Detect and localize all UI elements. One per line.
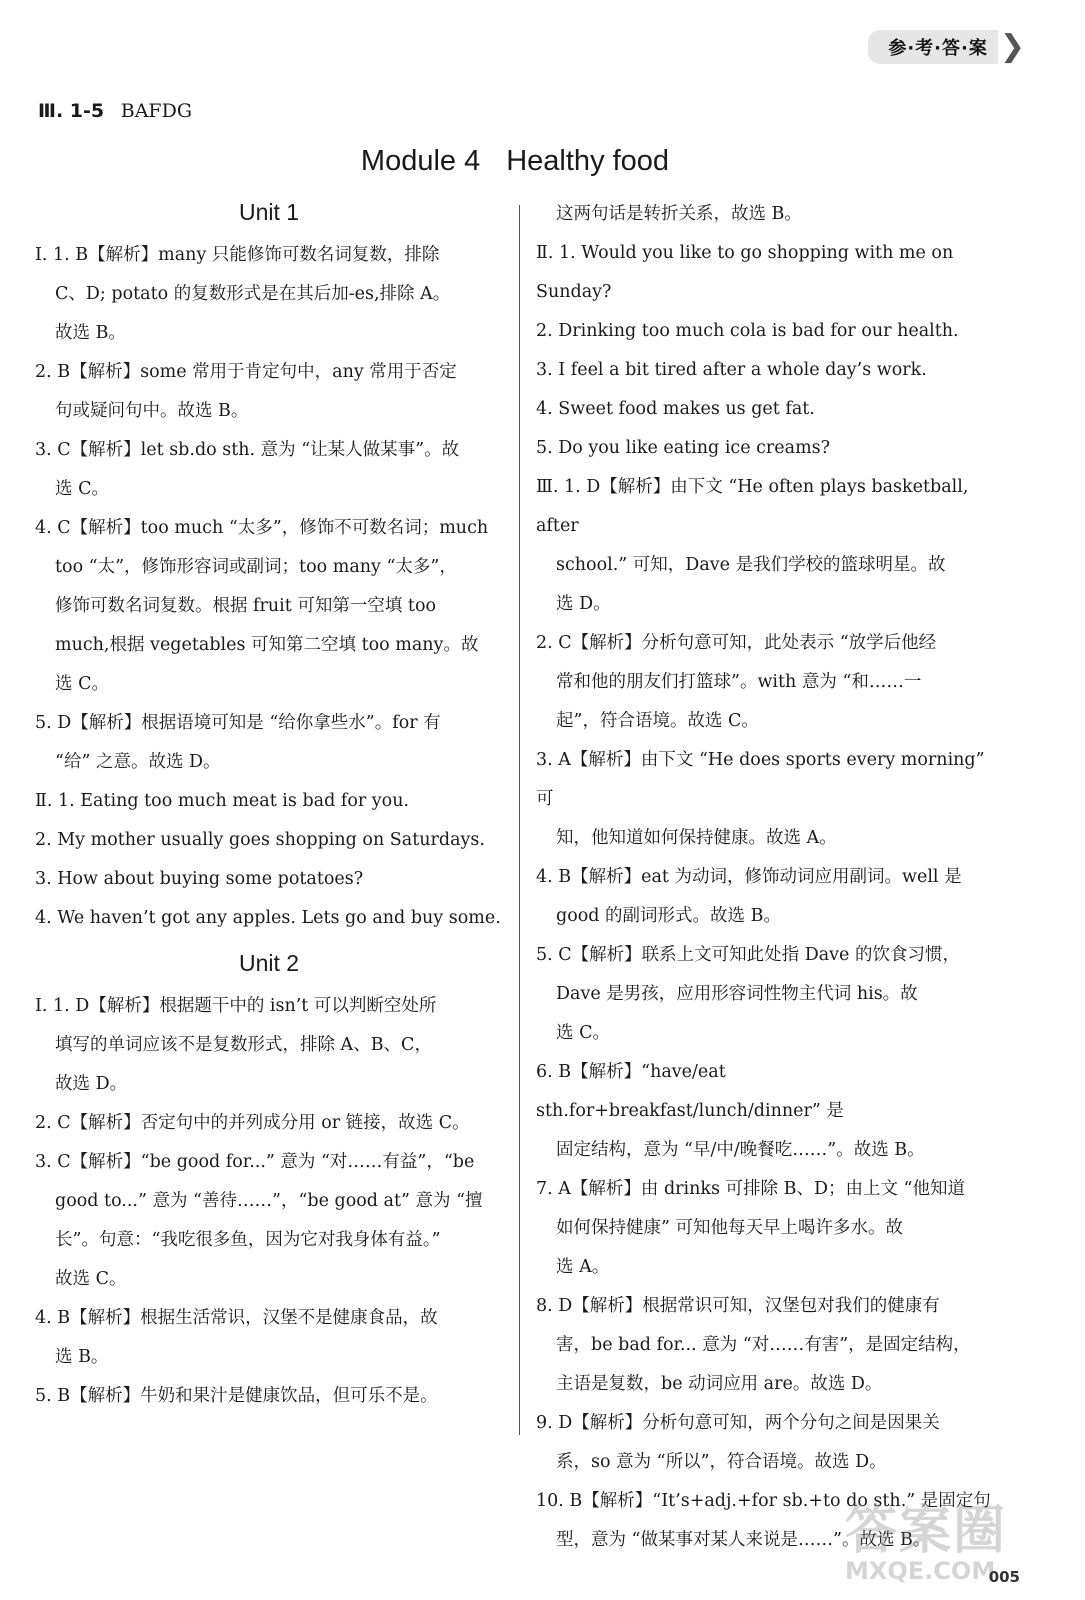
chevron-right-icon: ❯: [999, 29, 1025, 64]
answer-line: 如何保持健康” 可知他每天早上喝许多水。故: [556, 1218, 904, 1238]
answer-line: 3. A【解析】由下文 “He does sports every morning” 可: [536, 750, 985, 809]
answer-line: 长”。句意：“我吃很多鱼，因为它对我身体有益。”: [55, 1230, 441, 1250]
answer-line: 主语是复数，be 动词应用 are。故选 D。: [556, 1374, 883, 1394]
answer-line: 句或疑问句中。故选 B。: [55, 401, 249, 421]
unit1-title: Unit 1: [238, 199, 300, 225]
answer-line: Ⅱ. 1. Would you like to go shopping with me on Sunday?: [536, 243, 954, 302]
answer-line: 知，他知道如何保持健康。故选 A。: [556, 828, 837, 848]
answer-line: 4. We haven’t got any apples. Lets go and buy some.: [35, 908, 501, 928]
unit1-answers: [35, 236, 503, 938]
answer-line: 选 A。: [556, 1257, 610, 1277]
answer-line: 4. B【解析】eat 为动词，修饰动词应用副词。well 是: [536, 867, 962, 887]
answer-line: 5. B【解析】牛奶和果汁是健康饮品，但可乐不是。: [35, 1386, 438, 1406]
answer-line: 2. C【解析】分析句意可知，此处表示 “放学后他经: [536, 633, 937, 653]
answer-line: 4. B【解析】根据生活常识，汉堡不是健康食品，故: [35, 1308, 438, 1328]
answer-line: good to...” 意为 “善待……”，“be good at” 意为 “擅: [55, 1191, 483, 1211]
left-column: [35, 195, 503, 1416]
answer-line: 固定结构，意为 “早/中/晚餐吃……”。故选 B。: [556, 1140, 925, 1160]
answer-line: Dave 是男孩，应用形容词性物主代词 his。故: [556, 984, 918, 1004]
answer-line: 2. My mother usually goes shopping on Saturdays.: [35, 830, 485, 850]
section-tag-label: 参·考·答·案: [868, 30, 998, 64]
answer-line: 10. B【解析】“It’s+adj.+for sb.+to do sth.” 是固定句: [536, 1491, 991, 1511]
answer-line: 2. B【解析】some 常用于肯定句中，any 常用于否定: [35, 362, 457, 382]
answer-line: Ⅲ. 1. D【解析】由下文 “He often plays basketball, after: [536, 477, 969, 536]
unit2-title: Unit 2: [238, 950, 300, 976]
answer-line: 选 C。: [556, 1023, 610, 1043]
module-name: Healthy food: [506, 145, 670, 177]
answer-line: 选 B。: [55, 1347, 109, 1367]
answer-line: 选 C。: [55, 674, 109, 694]
carryover-answer: [38, 100, 192, 122]
answer-line: Ⅰ. 1. B【解析】many 只能修饰可数名词复数，排除: [35, 245, 440, 265]
answer-line: 故选 B。: [55, 323, 126, 343]
answer-line: 7. A【解析】由 drinks 可排除 B、D；由上文 “他知道: [536, 1179, 966, 1199]
right-column: [536, 195, 1006, 1560]
answer-line: “给” 之意。故选 D。: [55, 752, 221, 772]
answer-line: 2. Drinking too much cola is bad for our health.: [536, 321, 959, 341]
module-title: [0, 145, 1030, 178]
answer-line: 6. B【解析】“have/eat sth.for+breakfast/lunch/dinner” 是: [536, 1062, 844, 1121]
column-divider: [519, 205, 520, 1435]
answer-line: 5. C【解析】联系上文可知此处指 Dave 的饮食习惯，: [536, 945, 960, 965]
carryover-answer-text: BAFDG: [120, 100, 193, 122]
answer-line: too “太”，修饰形容词或副词；too many “太多”，: [55, 557, 457, 577]
answer-line: 常和他的朋友们打篮球”。with 意为 “和……一: [556, 672, 922, 692]
answer-line: 填写的单词应该不是复数形式，排除 A、B、C，: [55, 1035, 432, 1055]
answer-line: school.” 可知，Dave 是我们学校的篮球明星。故: [556, 555, 946, 575]
answer-line: 4. C【解析】too much “太多”，修饰不可数名词；much: [35, 518, 489, 538]
answer-line: C、D; potato 的复数形式是在其后加-es,排除 A。: [55, 284, 451, 304]
watermark-sub: MXQE.COM: [845, 1557, 996, 1585]
answer-line: 5. D【解析】根据语境可知是 “给你拿些水”。for 有: [35, 713, 441, 733]
answer-line: 9. D【解析】分析句意可知，两个分句之间是因果关: [536, 1413, 940, 1433]
answer-line: 害，be bad for... 意为 “对……有害”，是固定结构，: [556, 1335, 971, 1355]
answer-line: 选 C。: [55, 479, 109, 499]
answer-line: 这两句话是转折关系，故选 B。: [556, 204, 802, 224]
section-tag: [868, 30, 1025, 64]
answer-line: 起”，符合语境。故选 C。: [556, 711, 759, 731]
answer-line: 3. How about buying some potatoes?: [35, 869, 364, 889]
answer-line: 选 D。: [556, 594, 611, 614]
answer-line: Ⅰ. 1. D【解析】根据题干中的 isn’t 可以判断空处所: [35, 996, 437, 1016]
unit2-answers: [35, 987, 503, 1416]
watermark-main: 答案圈: [845, 1501, 1008, 1561]
answer-line: 型，意为 “做某事对某人来说是……”。故选 B。: [556, 1530, 931, 1550]
answer-line: much,根据 vegetables 可知第二空填 too many。故: [55, 635, 479, 655]
answer-line: 系，so 意为 “所以”，符合语境。故选 D。: [556, 1452, 887, 1472]
answer-line: 8. D【解析】根据常识可知，汉堡包对我们的健康有: [536, 1296, 940, 1316]
answer-line: good 的副词形式。故选 B。: [556, 906, 781, 926]
right-answers: [536, 195, 1006, 1560]
answer-line: 故选 D。: [55, 1074, 128, 1094]
page-number: 005: [988, 1568, 1020, 1586]
answer-line: 3. I feel a bit tired after a whole day’s work.: [536, 360, 927, 380]
answer-line: Ⅱ. 1. Eating too much meat is bad for you.: [35, 791, 410, 811]
answer-line: 2. C【解析】否定句中的并列成分用 or 链接，故选 C。: [35, 1113, 470, 1133]
carryover-label: Ⅲ. 1-5: [38, 100, 105, 122]
answer-line: 3. C【解析】let sb.do sth. 意为 “让某人做某事”。故: [35, 440, 460, 460]
answer-line: 4. Sweet food makes us get fat.: [536, 399, 815, 419]
answer-line: 5. Do you like eating ice creams?: [536, 438, 831, 458]
module-number: Module 4: [360, 145, 481, 177]
answer-line: 故选 C。: [55, 1269, 127, 1289]
answer-line: 3. C【解析】“be good for...” 意为 “对……有益”，“be: [35, 1152, 475, 1172]
answer-line: 修饰可数名词复数。根据 fruit 可知第一空填 too: [55, 596, 437, 616]
